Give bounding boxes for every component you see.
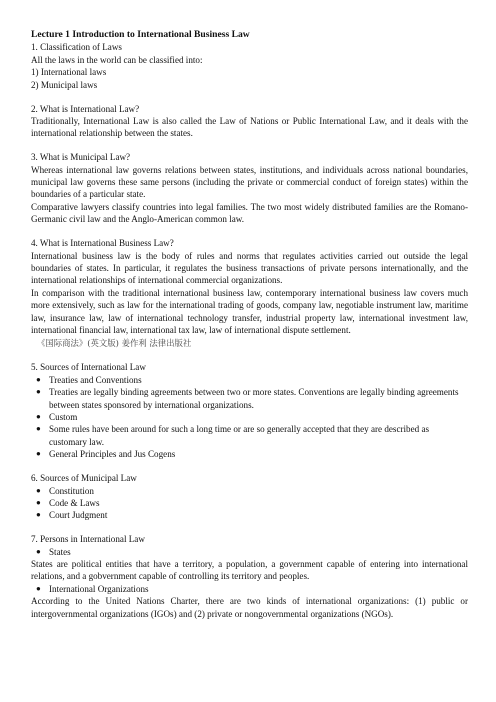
list-item: ● Code & Laws: [36, 497, 100, 508]
bullet-icon: ●: [36, 424, 41, 434]
bullet-icon: ●: [36, 546, 41, 556]
section-5-heading: 5. Sources of International Law: [31, 362, 146, 373]
bullet-icon: ●: [36, 485, 41, 495]
section-7-heading: 7. Persons in International Law: [31, 534, 145, 545]
list-item: ● States: [36, 546, 71, 557]
section-1-intro: All the laws in the world can be classified into:: [31, 54, 203, 65]
section-1-item: 1) International laws: [31, 67, 107, 78]
bullet-icon: ●: [36, 374, 41, 384]
bullet-icon: ●: [36, 387, 41, 397]
list-item: ● Treaties and Conventions: [36, 374, 142, 385]
section-7-list: [31, 583, 468, 595]
bullet-icon: ●: [36, 510, 41, 520]
section-1-item: 2) Municipal laws: [31, 79, 98, 90]
section-3-paragraph: Whereas international law governs relations between states, institutions, and individuals across national boundaries, municipal law governs these same persons (including the private or commercial conduct of foreign states) within the boundaries of a particular state.: [31, 164, 468, 200]
list-item: ● Treaties are legally binding agreements between two or more states. Conventions are legally binding agreements between states sponsored by international organizations.: [36, 387, 459, 410]
section-3-paragraph: Comparative lawyers classify countries into legal families. The two most widely distributed families are the Romano-Germanic civil law and the Anglo-American common law.: [31, 201, 468, 225]
section-2-heading: 2. What is International Law?: [31, 103, 140, 114]
list-item: ● Custom: [36, 411, 78, 422]
section-1-heading: 1. Classification of Laws: [31, 42, 122, 53]
bullet-icon: ●: [36, 497, 41, 507]
document-page: [31, 29, 468, 620]
section-6-list: [31, 485, 468, 522]
document-title: Lecture 1 Introduction to International Business Law: [31, 29, 250, 40]
list-item: ● Court Judgment: [36, 510, 108, 521]
section-4-heading: 4. What is International Business Law?: [31, 238, 174, 249]
book-citation: 《国际商法》(英文版) 姜作利 法律出版社: [37, 338, 192, 349]
list-item: ● Constitution: [36, 485, 94, 496]
section-2-text: Traditionally, International Law is also called the Law of Nations or Public International Law, and it deals with the international relationship between the states.: [31, 115, 468, 139]
section-7-list: [31, 546, 468, 558]
list-item: ● General Principles and Jus Cogens: [36, 449, 176, 460]
section-4-paragraph: International business law is the body of rules and norms that regulates activities carried out outside the legal boundaries of states. In particular, it regulates the business transactions of private persons internationally, and the international relationships of international commercial organizations.: [31, 250, 468, 286]
section-4-paragraph: In comparison with the traditional international business law, contemporary international business law covers much more extensively, such as law for the international trading of goods, company law, negotiable instrument law, maritime law, insurance law, law of international technology transfer, industrial property law, international investment law, international financial law, international tax law, law of international dispute settlement.: [31, 287, 468, 336]
section-5-list: [31, 374, 468, 461]
section-3-heading: 3. What is Municipal Law?: [31, 152, 131, 163]
section-6-heading: 6. Sources of Municipal Law: [31, 473, 137, 484]
bullet-icon: ●: [36, 449, 41, 459]
section-7-paragraph: According to the United Nations Charter, there are two kinds of international organizations: (1) public or intergovernmental organizations (IGOs) and (2) private or nongovernmental organizations (NGOs).: [31, 596, 468, 619]
list-item: ● Some rules have been around for such a long time or are so generally accepted that they are described as customary law.: [36, 424, 430, 447]
section-7-paragraph: States are political entities that have a territory, a population, a government capable of entering into international relations, and a gobvernment capable of controlling its territory and peoples.: [31, 559, 468, 582]
bullet-icon: ●: [36, 411, 41, 421]
list-item: ● International Organizations: [36, 583, 149, 594]
bullet-icon: ●: [36, 583, 41, 593]
